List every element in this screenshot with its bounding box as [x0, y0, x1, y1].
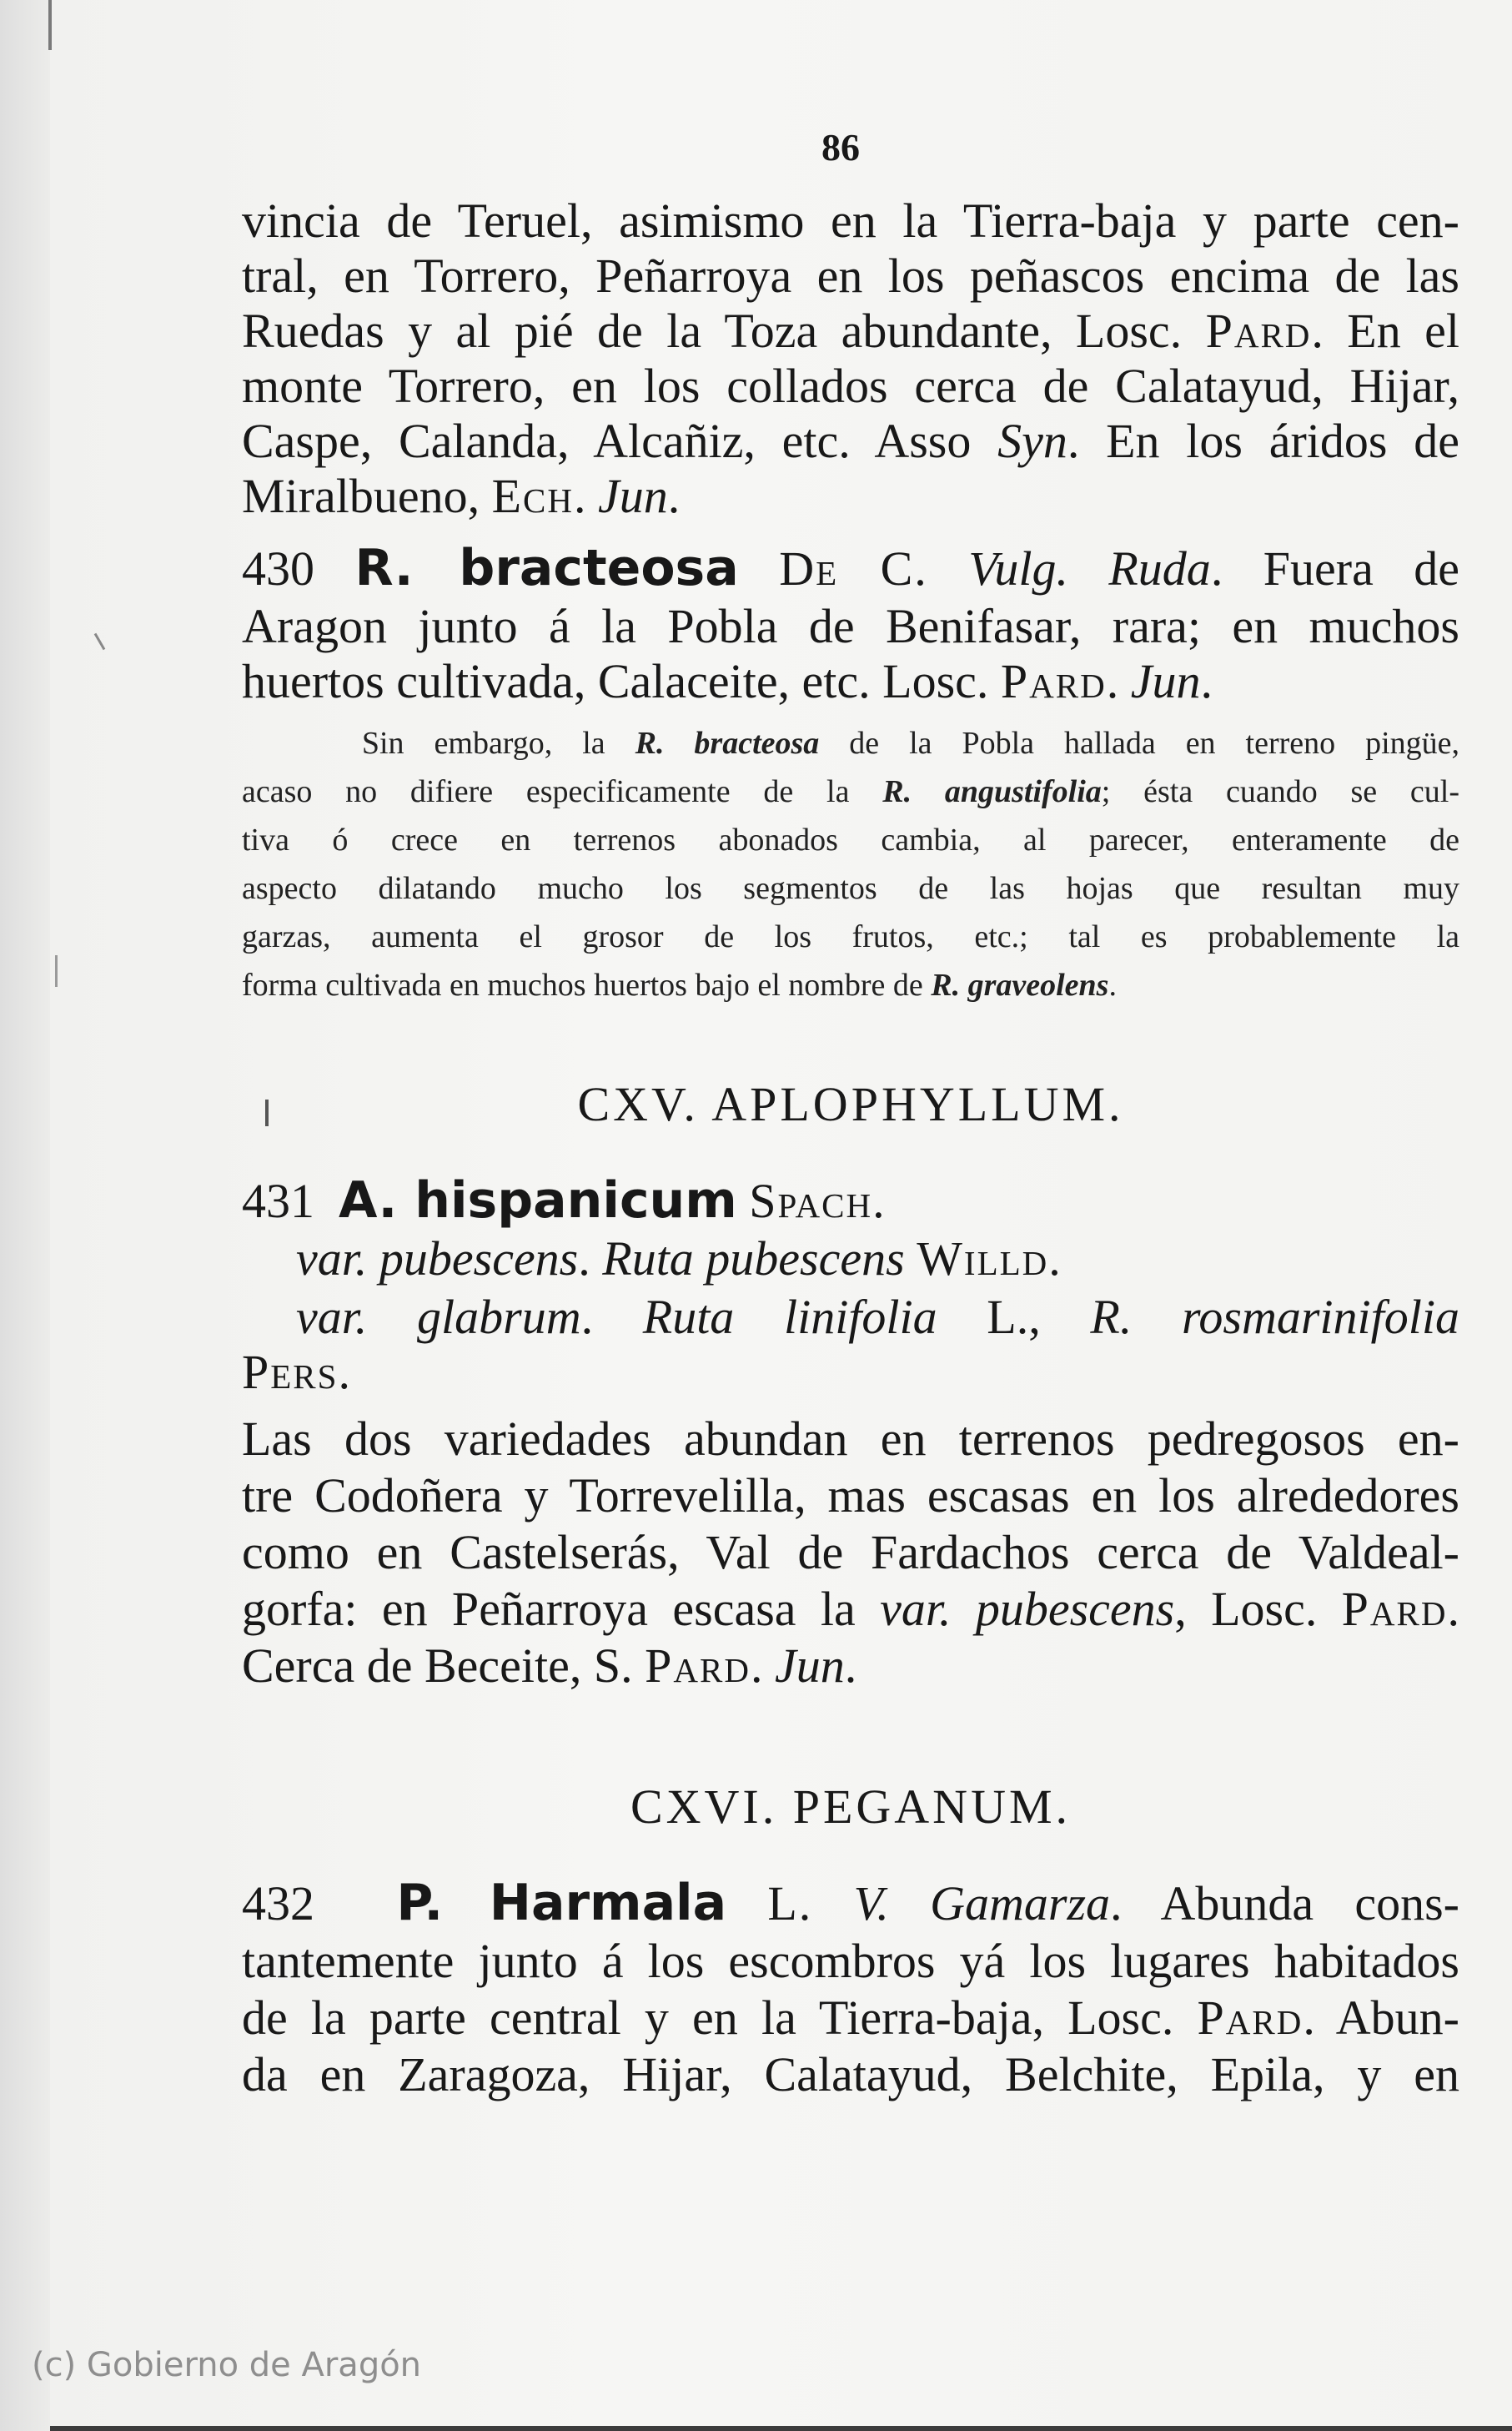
note-line: Sin embargo, la R. bracteosa de la Pobla hallada en terreno pingüe, — [361, 726, 1460, 761]
text-line: monte Torrero, en los collados cerca de Calatayud, Hijar, — [242, 359, 1459, 413]
note-line: acaso no difiere especificamente de la R. angustifolia; ésta cuando se cul- — [242, 774, 1459, 809]
variety-line: var. glabrum. Ruta linifolia L., R. rosmarinifolia — [296, 1290, 1459, 1344]
species-entry-432: 432 P. Harmala L. V. Gamarza. Abunda cons- — [242, 1874, 1459, 1932]
genus-heading: CXVI. PEGANUM. — [630, 1779, 1072, 1834]
text-line: Las dos variedades abundan en terrenos pedregosos en- — [242, 1412, 1459, 1466]
text-line: tantemente junto á los escombros yá los lugares habitados — [242, 1934, 1459, 1988]
scan-mark — [55, 955, 58, 987]
text-line: vincia de Teruel, asimismo en la Tierra-baja y parte cen- — [242, 194, 1459, 248]
entry-number: 430 — [242, 541, 314, 596]
text-line: tral, en Torrero, Peñarroya en los peñascos encima de las — [242, 249, 1459, 303]
text-line: Cerca de Beceite, S. Pard. Jun. — [242, 1638, 857, 1693]
note-line: forma cultivada en muchos huertos bajo el nombre de R. graveolens. — [242, 968, 1117, 1003]
text-line: Pers. — [242, 1345, 350, 1399]
species-entry-431: 431 A. hispanicum Spach. — [242, 1171, 885, 1230]
species-name: P. Harmala — [396, 1874, 727, 1932]
copyright-watermark: (c) Gobierno de Aragón — [32, 2346, 422, 2384]
text-line: Aragon junto á la Pobla de Benifasar, rara; en muchos — [242, 599, 1459, 653]
page-bottom-edge — [50, 2426, 1512, 2431]
text-line: tre Codoñera y Torrevelilla, mas escasas en los alrededores — [242, 1468, 1459, 1523]
text-line: Miralbueno, Ech. Jun. — [242, 469, 681, 523]
page-number: 86 — [821, 126, 860, 169]
entry-number: 432 — [242, 1876, 314, 1930]
note-line: aspecto dilatando mucho los segmentos de las hojas que resultan muy — [242, 871, 1459, 906]
text-line: Caspe, Calanda, Alcañiz, etc. Asso Syn. En los áridos de — [242, 414, 1459, 468]
text-line: como en Castelserás, Val de Fardachos cerca de Valdeal- — [242, 1525, 1459, 1579]
text-line: gorfa: en Peñarroya escasa la var. pubescens, Losc. Pard. — [242, 1582, 1459, 1636]
note-line: garzas, aumenta el grosor de los frutos, etc.; tal es probablemente la — [242, 919, 1459, 954]
text-line: huertos cultivada, Calaceite, etc. Losc. Pard. Jun. — [242, 654, 1213, 708]
text-line: Ruedas y al pié de la Toza abundante, Losc. Pard. En el — [242, 304, 1459, 358]
text-line: da en Zaragoza, Hijar, Calatayud, Belchite, Epila, y en — [242, 2047, 1459, 2101]
species-name: R. bracteosa — [354, 539, 739, 597]
variety-line: var. pubescens. Ruta pubescens Willd. — [296, 1231, 1061, 1286]
note-line: tiva ó crece en terrenos abonados cambia, al parecer, enteramente de — [242, 823, 1459, 858]
scan-mark — [48, 0, 52, 50]
entry-number: 431 — [242, 1174, 314, 1228]
species-entry-430: 430 R. bracteosa De C. Vulg. Ruda. Fuera de — [242, 539, 1459, 597]
species-name: A. hispanicum — [339, 1171, 737, 1230]
left-margin — [0, 0, 50, 2431]
text-line: de la parte central y en la Tierra-baja, Losc. Pard. Abun- — [242, 1991, 1459, 2045]
genus-heading: CXV. APLOPHYLLUM. — [577, 1077, 1124, 1131]
